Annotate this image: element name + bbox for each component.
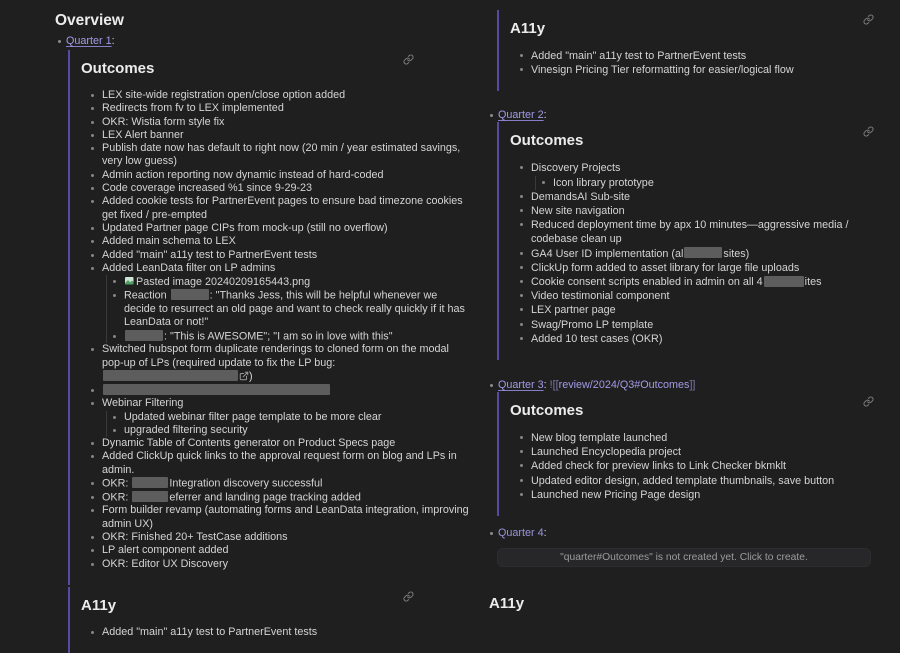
- list-item: [520, 445, 876, 459]
- item-text: Switched hubspot form duplicate renderings to cloned form on the modal pop-up of LPs (required update to fix the LP bug:: [102, 343, 449, 369]
- item-text: OKR:: [102, 477, 132, 490]
- item-text: : "This is AWESOME"; "I am so in love with this": [164, 330, 393, 343]
- list-item: [113, 424, 469, 437]
- item-text: Redirects from fv to LEX implemented: [102, 102, 284, 115]
- item-text: sites): [723, 247, 750, 260]
- list-item: [520, 63, 876, 77]
- list-item: [91, 450, 469, 477]
- list-item: [91, 626, 469, 639]
- list-item: [520, 218, 876, 246]
- nested-list: [535, 176, 876, 190]
- list-item: [520, 49, 876, 63]
- quarter-4-link[interactable]: Quarter 4: [498, 527, 544, 540]
- item-text: Reduced deployment time by apx 10 minutes—aggressive media / codebase clean up: [531, 219, 849, 246]
- item-text: Icon library prototype: [553, 176, 654, 189]
- a11y-list: [510, 49, 876, 77]
- item-text: OKR:: [102, 491, 132, 504]
- redacted-text: [132, 491, 168, 502]
- quarter-4-colon: :: [543, 527, 547, 540]
- list-item: [520, 431, 876, 445]
- item-text: LP alert component added: [102, 544, 229, 557]
- item-text: LEX Alert banner: [102, 128, 184, 141]
- list-item: [520, 204, 876, 218]
- list-item: [113, 330, 469, 344]
- chain-link-icon[interactable]: [403, 591, 414, 605]
- embed-q1-a11y: [68, 587, 475, 653]
- embed-heading-a11y: A11y: [510, 20, 546, 37]
- column-left: [55, 12, 475, 653]
- list-item: [91, 182, 469, 195]
- redacted-text: [103, 370, 238, 381]
- list-item: [91, 222, 469, 235]
- list-item: [520, 289, 876, 303]
- item-text: ites: [804, 276, 822, 289]
- quarter-1-link[interactable]: Quarter 1: [66, 35, 112, 47]
- list-item: [113, 289, 469, 329]
- embed-heading-outcomes-q2: Outcomes: [510, 132, 584, 150]
- item-text: LEX partner page: [531, 304, 616, 317]
- list-item: [91, 504, 469, 531]
- list-item: [113, 275, 469, 289]
- item-text: OKR: Finished 20+ TestCase additions: [102, 530, 288, 543]
- embed-heading-outcomes-q3: Outcomes: [510, 402, 584, 420]
- item-text: Added "main" a11y test to PartnerEvent tests: [102, 248, 318, 261]
- item-text: eferrer and landing page tracking added: [169, 491, 361, 504]
- list-item: [113, 411, 469, 424]
- item-text: Updated Partner page CIPs from mock-up (still no overflow): [102, 221, 388, 234]
- embed-heading-a11y-q1: A11y: [81, 596, 117, 614]
- list-item: [91, 249, 469, 262]
- item-text: upgraded filtering security: [124, 423, 248, 436]
- quarter-1-list-item: [55, 34, 475, 48]
- quarter-4-list-item: [487, 526, 882, 540]
- redacted-text: [125, 330, 163, 341]
- list-item: [91, 89, 469, 102]
- list-item: [520, 190, 876, 204]
- item-text: ): [249, 370, 253, 383]
- item-text: Video testimonial component: [531, 290, 670, 303]
- item-text: Publish date now has default to right now (20 min / year estimated savings, very low guess): [102, 142, 461, 168]
- embed-heading-outcomes-q1: Outcomes: [81, 60, 155, 77]
- chain-link-icon[interactable]: [863, 14, 874, 28]
- item-text: Launched new Pricing Page design: [531, 488, 701, 501]
- q1-outcomes-list: [81, 89, 469, 571]
- redacted-text: [684, 247, 722, 258]
- nested-list: [106, 411, 469, 438]
- item-text: Admin action reporting now dynamic instead of hard-coded: [102, 168, 384, 181]
- quarter-1-colon: :: [111, 35, 115, 47]
- list-item: [91, 384, 469, 398]
- nested-list: [106, 275, 469, 343]
- list-item: [542, 176, 876, 190]
- embed-syntax-close: ]]: [689, 379, 696, 392]
- quarter-2-colon: :: [543, 109, 547, 122]
- item-text: OKR: Wistia form style fix: [102, 115, 225, 128]
- item-text: Added 10 test cases (OKR): [531, 332, 663, 345]
- partial-next-heading: A11y: [489, 595, 525, 612]
- list-item: [91, 397, 469, 437]
- list-item: [91, 558, 469, 571]
- item-text: Updated webinar filter page template to be more clear: [124, 410, 382, 423]
- quarter-2-link[interactable]: Quarter 2: [498, 109, 544, 122]
- external-link-icon: [239, 370, 249, 383]
- item-text: : "Thanks Jess, this will be helpful whenever we decide to resurrect an old page and want to check really quickly if it has LeanData or not!": [124, 289, 465, 329]
- item-text: Dynamic Table of Contents generator on Product Specs page: [102, 437, 396, 450]
- item-text: ClickUp form added to asset library for large file uploads: [531, 261, 800, 274]
- quarter-2-list-item: [487, 108, 882, 122]
- list-item: [91, 142, 469, 169]
- list-item: [91, 544, 469, 557]
- list-item: [91, 531, 469, 544]
- embed-q1-outcomes: [68, 50, 475, 585]
- item-text: Reaction: [124, 289, 170, 302]
- unresolved-embed-placeholder[interactable]: "quarter#Outcomes" is not created yet. Click to create.: [497, 548, 871, 567]
- embed-q2-outcomes: [497, 122, 882, 360]
- list-item: [520, 459, 876, 473]
- list-item: [91, 437, 469, 450]
- item-text: Cookie consent scripts enabled in admin on all 4: [531, 276, 763, 289]
- list-item: [520, 332, 876, 346]
- item-text: Added main schema to LEX: [102, 235, 236, 248]
- item-text: Form builder revamp (automating forms and LeanData integration, improving admin UX): [102, 504, 469, 530]
- item-text: DemandsAI Sub-site: [531, 190, 631, 203]
- column-right: [487, 10, 882, 567]
- chain-link-icon[interactable]: [403, 54, 414, 68]
- item-text: Added check for preview links to Link Checker bkmklt: [531, 460, 787, 473]
- redacted-text: [132, 477, 168, 488]
- item-text: Vinesign Pricing Tier reformatting for easier/logical flow: [531, 64, 794, 77]
- item-text: Added "main" a11y test to PartnerEvent tests: [102, 625, 318, 638]
- chain-link-icon[interactable]: [863, 126, 874, 140]
- list-item: [91, 343, 469, 383]
- item-text: Code coverage increased %1 since 9-29-23: [102, 182, 313, 195]
- item-text: New blog template launched: [531, 432, 668, 445]
- item-text: Integration discovery successful: [169, 477, 323, 490]
- list-item: [520, 488, 876, 502]
- quarter-3-link[interactable]: Quarter 3: [498, 379, 544, 392]
- redacted-text: [171, 289, 209, 300]
- list-item: [91, 169, 469, 182]
- item-text: Swag/Promo LP template: [531, 318, 654, 331]
- list-item: [91, 195, 469, 222]
- list-item: [520, 275, 876, 289]
- broken-image-icon: [124, 275, 136, 289]
- item-text: OKR: Editor UX Discovery: [102, 557, 228, 570]
- list-item: [520, 261, 876, 275]
- list-item: [520, 474, 876, 488]
- list-item: [91, 116, 469, 129]
- quarter-3-list-item: [487, 378, 882, 392]
- list-item: [91, 262, 469, 344]
- item-text: Added ClickUp quick links to the approval request form on blog and LPs in admin.: [102, 450, 457, 476]
- list-item: [520, 247, 876, 261]
- page-title: Overview: [55, 12, 124, 29]
- list-item: [520, 161, 876, 189]
- item-text: GA4 User ID implementation (al: [531, 247, 684, 260]
- list-item: [91, 129, 469, 142]
- item-text: Discovery Projects: [531, 162, 621, 175]
- list-item: [91, 235, 469, 248]
- quarter-3-colon: :: [543, 379, 550, 392]
- redacted-text: [764, 276, 804, 287]
- item-text: Added cookie tests for PartnerEvent pages to ensure bad timezone cookies get fixed / pre-empted: [102, 195, 463, 221]
- list-item: [91, 477, 469, 491]
- item-text: New site navigation: [531, 205, 625, 218]
- q1-a11y-list: [81, 626, 469, 639]
- list-item: [91, 491, 469, 505]
- item-text: Pasted image 20240209165443.png: [136, 276, 311, 289]
- q3-outcomes-list: [510, 431, 876, 502]
- embed-a11y-continued: [497, 10, 882, 91]
- embed-q3-outcomes: [497, 392, 882, 516]
- chain-link-icon[interactable]: [863, 396, 874, 410]
- item-text: Launched Encyclopedia project: [531, 446, 682, 459]
- item-text: Added "main" a11y test to PartnerEvent tests: [531, 50, 747, 62]
- item-text: Added LeanData filter on LP admins: [102, 261, 276, 274]
- embed-syntax-target[interactable]: review/2024/Q3#Outcomes: [558, 379, 690, 392]
- embed-syntax-open: ![[: [549, 379, 559, 392]
- item-text: Webinar Filtering: [102, 397, 184, 410]
- item-text: Updated editor design, added template thumbnails, save button: [531, 474, 835, 487]
- list-item: [91, 102, 469, 115]
- q2-outcomes-list: [510, 161, 876, 346]
- redacted-text: [103, 384, 330, 395]
- list-item: [520, 303, 876, 317]
- list-item: [520, 318, 876, 332]
- item-text: LEX site-wide registration open/close option added: [102, 89, 346, 101]
